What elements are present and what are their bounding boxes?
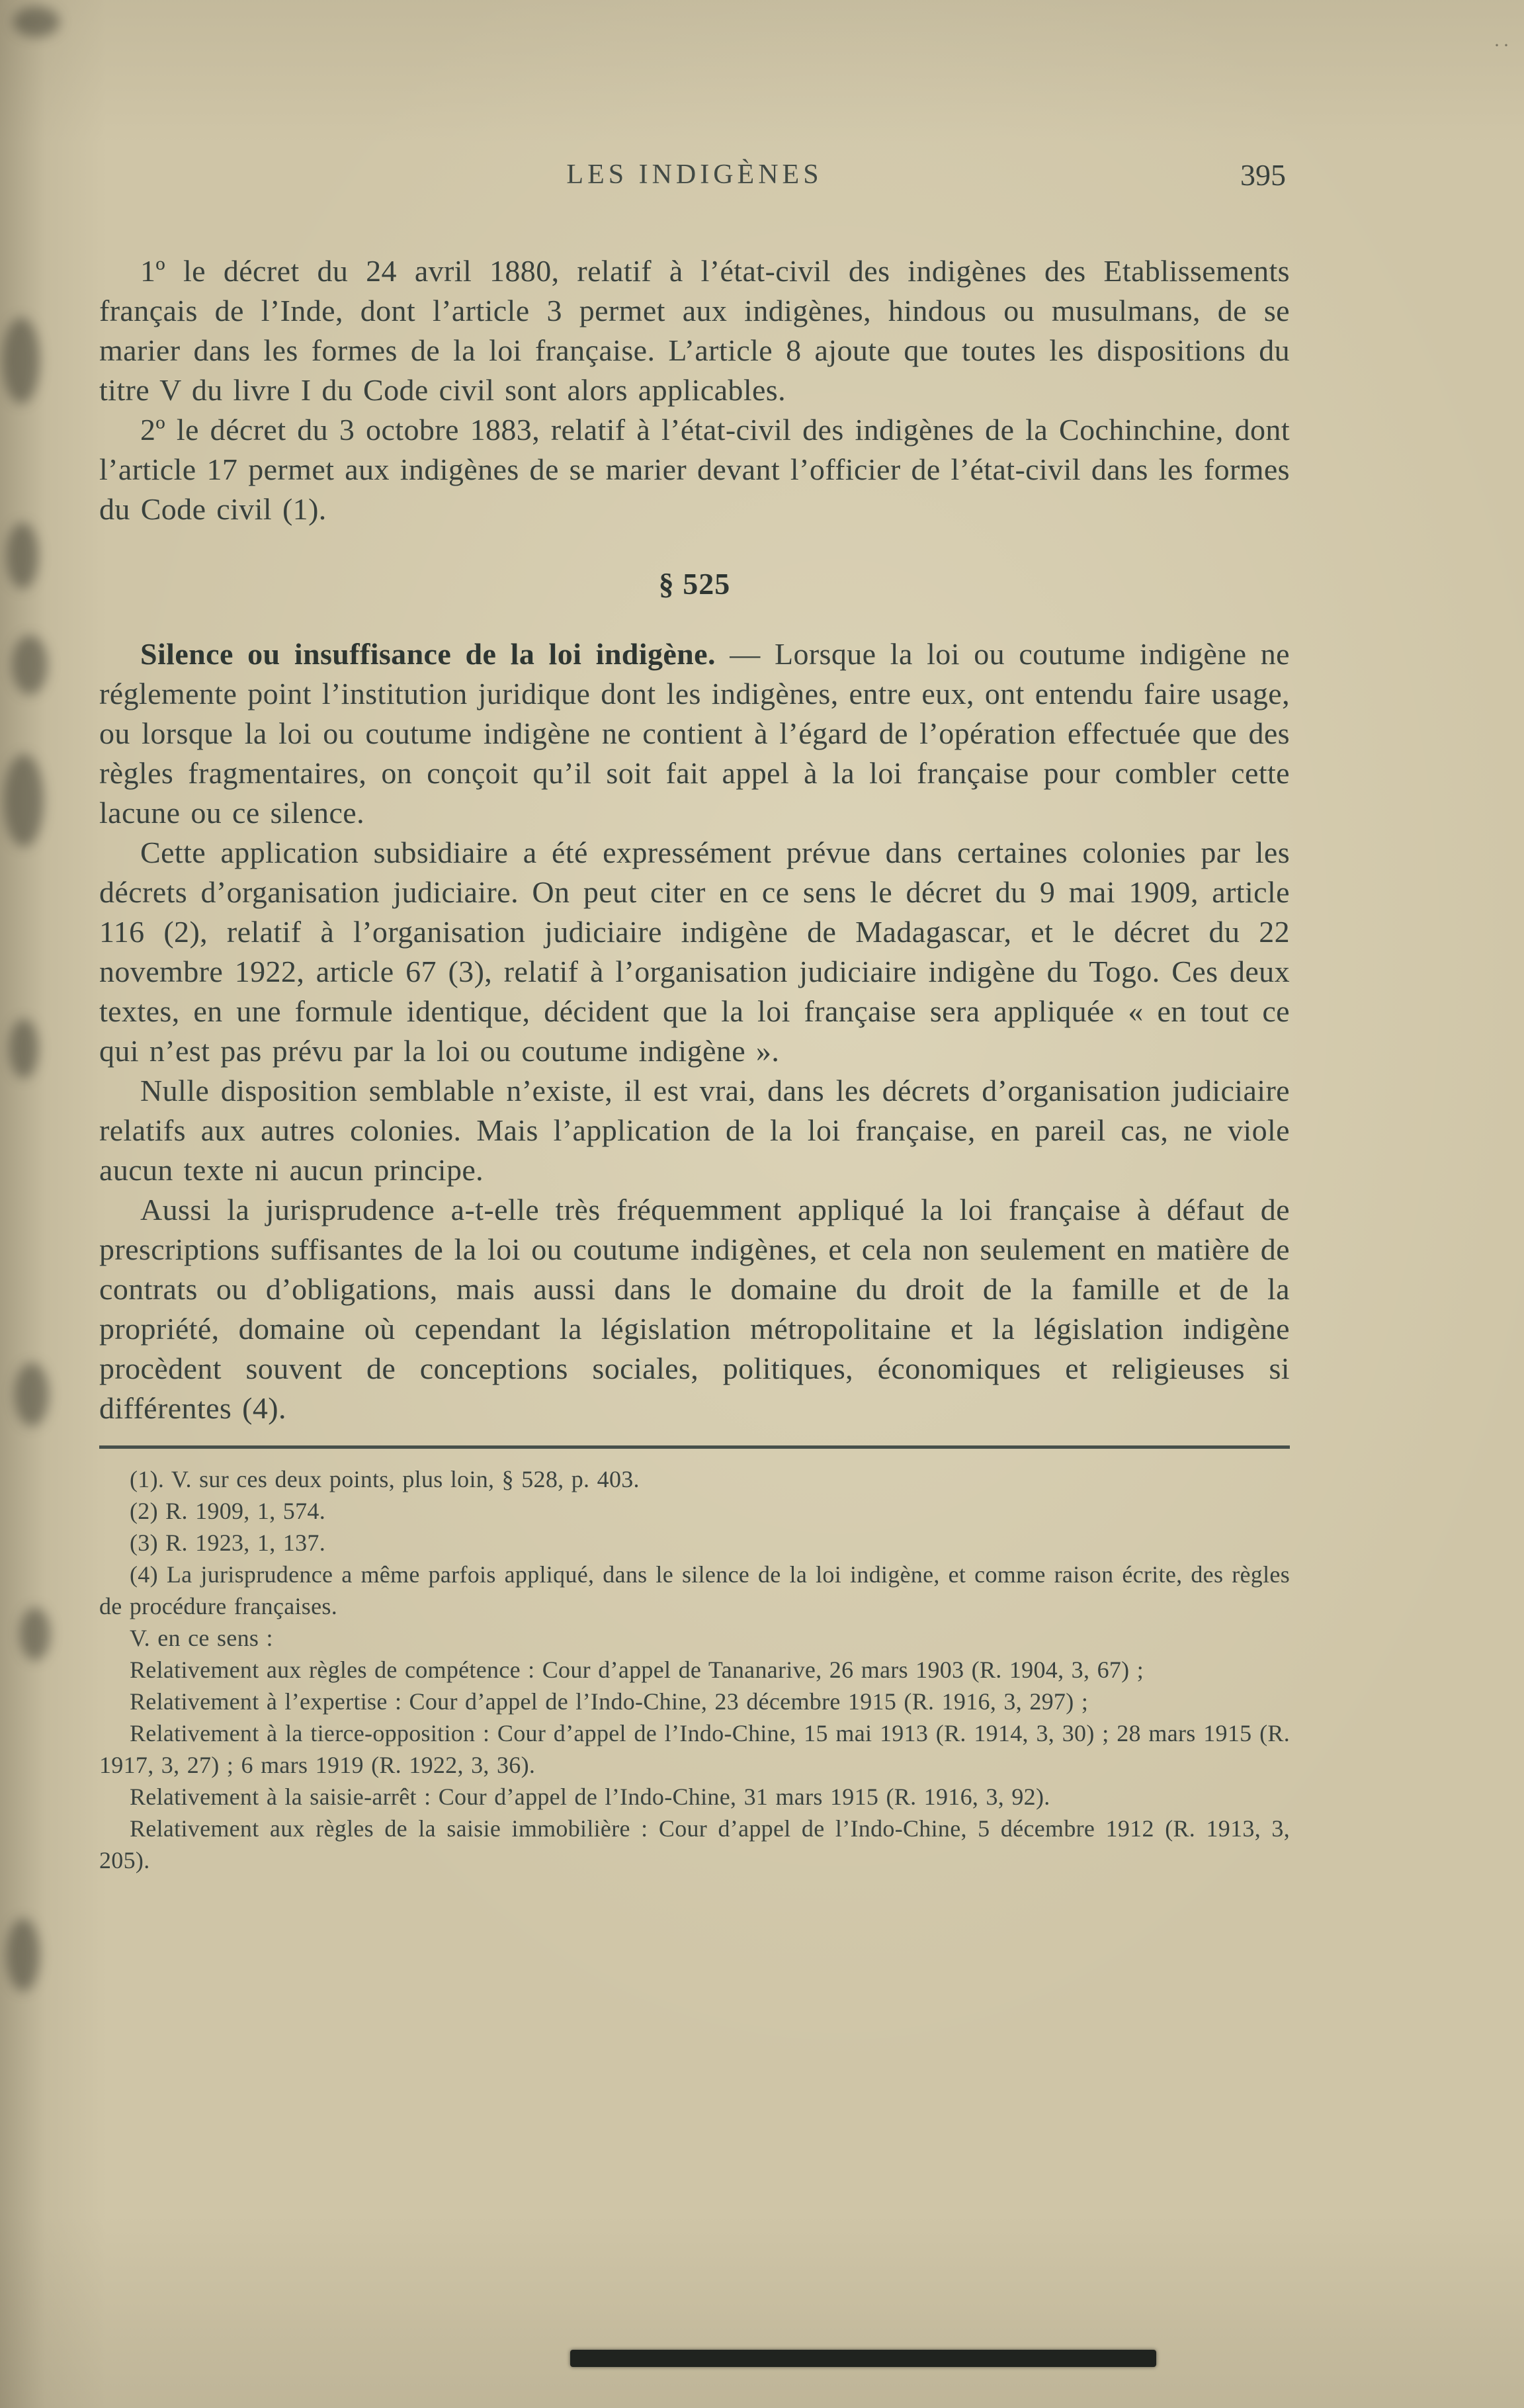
footnote: Relativement aux règles de la saisie immobilière : Cour d’appel de l’Indo-Chine, 5 décembre 1912 (R. 1913, 3, 205).: [99, 1815, 1290, 1873]
scan-smudge: [13, 7, 60, 37]
footnote: Relativement à la tierce-opposition : Cour d’appel de l’Indo-Chine, 15 mai 1913 (R. 1914, 3, 30) ; 28 mars 1915 (R. 1917, 3, 27) ; 6 mars 1919 (R. 1922, 3, 36).: [99, 1720, 1290, 1778]
footnote: Relativement aux règles de compétence : Cour d’appel de Tananarive, 26 mars 1903 (R. 1904, 3, 67) ;: [130, 1656, 1144, 1683]
scan-smudge: [4, 754, 44, 847]
footnote: V. en ce sens :: [130, 1625, 273, 1651]
running-head: [99, 159, 1290, 205]
footnotes-list: [99, 1463, 1290, 1876]
page-number: 395: [1240, 158, 1286, 192]
page-content: [99, 159, 1290, 1876]
section-heading: § 525: [658, 567, 731, 601]
footnote: (4) La jurisprudence a même parfois appliqué, dans le silence de la loi indigène, et comme raison écrite, des règles de procédure françaises.: [99, 1561, 1290, 1619]
paragraph: Nulle disposition semblable n’existe, il est vrai, dans les décrets d’organisation judiciaire relatifs aux autres colonies. Mais l’application de la loi française, en pareil cas, ne viole aucun texte ni aucun principe.: [99, 1074, 1290, 1187]
paragraph-lead: Silence ou insuffisance de la loi indigène.: [140, 637, 716, 671]
paragraph: 2º le décret du 3 octobre 1883, relatif à l’état-civil des indigènes de la Cochinchine, dont l’article 17 permet aux indigènes de se marier devant l’officier de l’état-civil dans les formes du Code civil (1).: [99, 413, 1290, 526]
footnote: Relativement à l’expertise : Cour d’appel de l’Indo-Chine, 23 décembre 1915 (R. 1916, 3, 297) ;: [130, 1688, 1089, 1715]
footnote: (3) R. 1923, 1, 137.: [130, 1529, 325, 1556]
scan-smudge: [15, 1363, 49, 1426]
running-title: LES INDIGÈNES: [566, 159, 823, 190]
scan-smudge: [3, 318, 40, 404]
footnote-separator-rule: [99, 1445, 1290, 1449]
scan-smudge: [7, 523, 38, 589]
scan-smudge: [12, 635, 48, 695]
footnote: Relativement à la saisie-arrêt : Cour d’appel de l’Indo-Chine, 31 mars 1915 (R. 1916, 3, 92).: [130, 1784, 1050, 1810]
scan-binding-mark: [570, 2350, 1156, 2367]
paragraph: 1º le décret du 24 avril 1880, relatif à l’état-civil des indigènes des Etablissements français de l’Inde, dont l’article 3 permet aux indigènes, hindous ou musulmans, de se marier dans les formes de la loi française. L’article 8 ajoute que toutes les dispositions du titre V du livre I du Code civil sont alors applicables.: [99, 254, 1290, 407]
scan-corner-mark: ··: [1494, 34, 1512, 56]
paragraph: Cette application subsidiaire a été expressément prévue dans certaines colonies par les décrets d’organisation judiciaire. On peut citer en ce sens le décret du 9 mai 1909, article 116 (2), relatif à l’organisation judiciaire indigène de Madagascar, et le décret du 22 novembre 1922, article 67 (3), relatif à l’organisation judiciaire indigène du Togo. Ces deux textes, en une formule identique, décident que la loi française sera appliquée « en tout ce qui n’est pas prévu par la loi ou coutume indigène ».: [99, 836, 1290, 1068]
paragraph: Silence ou insuffisance de la loi indigène. — Lorsque la loi ou coutume indigène ne réglemente point l’institution juridique dont les indigènes, entre eux, ont entendu faire usage, ou lorsque la loi ou coutume indigène ne contient à l’égard de l’opération effectuée que des règles fragmentaires, on conçoit qu’il soit fait appel à la loi française pour combler cette lacune ou ce silence.: [99, 637, 1291, 830]
footnote: (2) R. 1909, 1, 574.: [130, 1498, 325, 1524]
body-content: [99, 251, 1290, 1428]
scan-smudge: [20, 1608, 50, 1660]
scan-smudge: [7, 1918, 40, 1991]
footnote: (1). V. sur ces deux points, plus loin, § 528, p. 403.: [130, 1466, 640, 1492]
scan-smudge: [9, 1019, 38, 1078]
paragraph: Aussi la jurisprudence a-t-elle très fréquemment appliqué la loi française à défaut de prescriptions suffisantes de la loi ou coutume indigènes, et cela non seulement en matière de contrats ou d’obligations, mais aussi dans le domaine du droit de la famille et de la propriété, domaine où cependant la législation métropolitaine et la législation indigène procèdent souvent de conceptions sociales, politiques, économiques et religieuses si différentes (4).: [99, 1193, 1290, 1425]
